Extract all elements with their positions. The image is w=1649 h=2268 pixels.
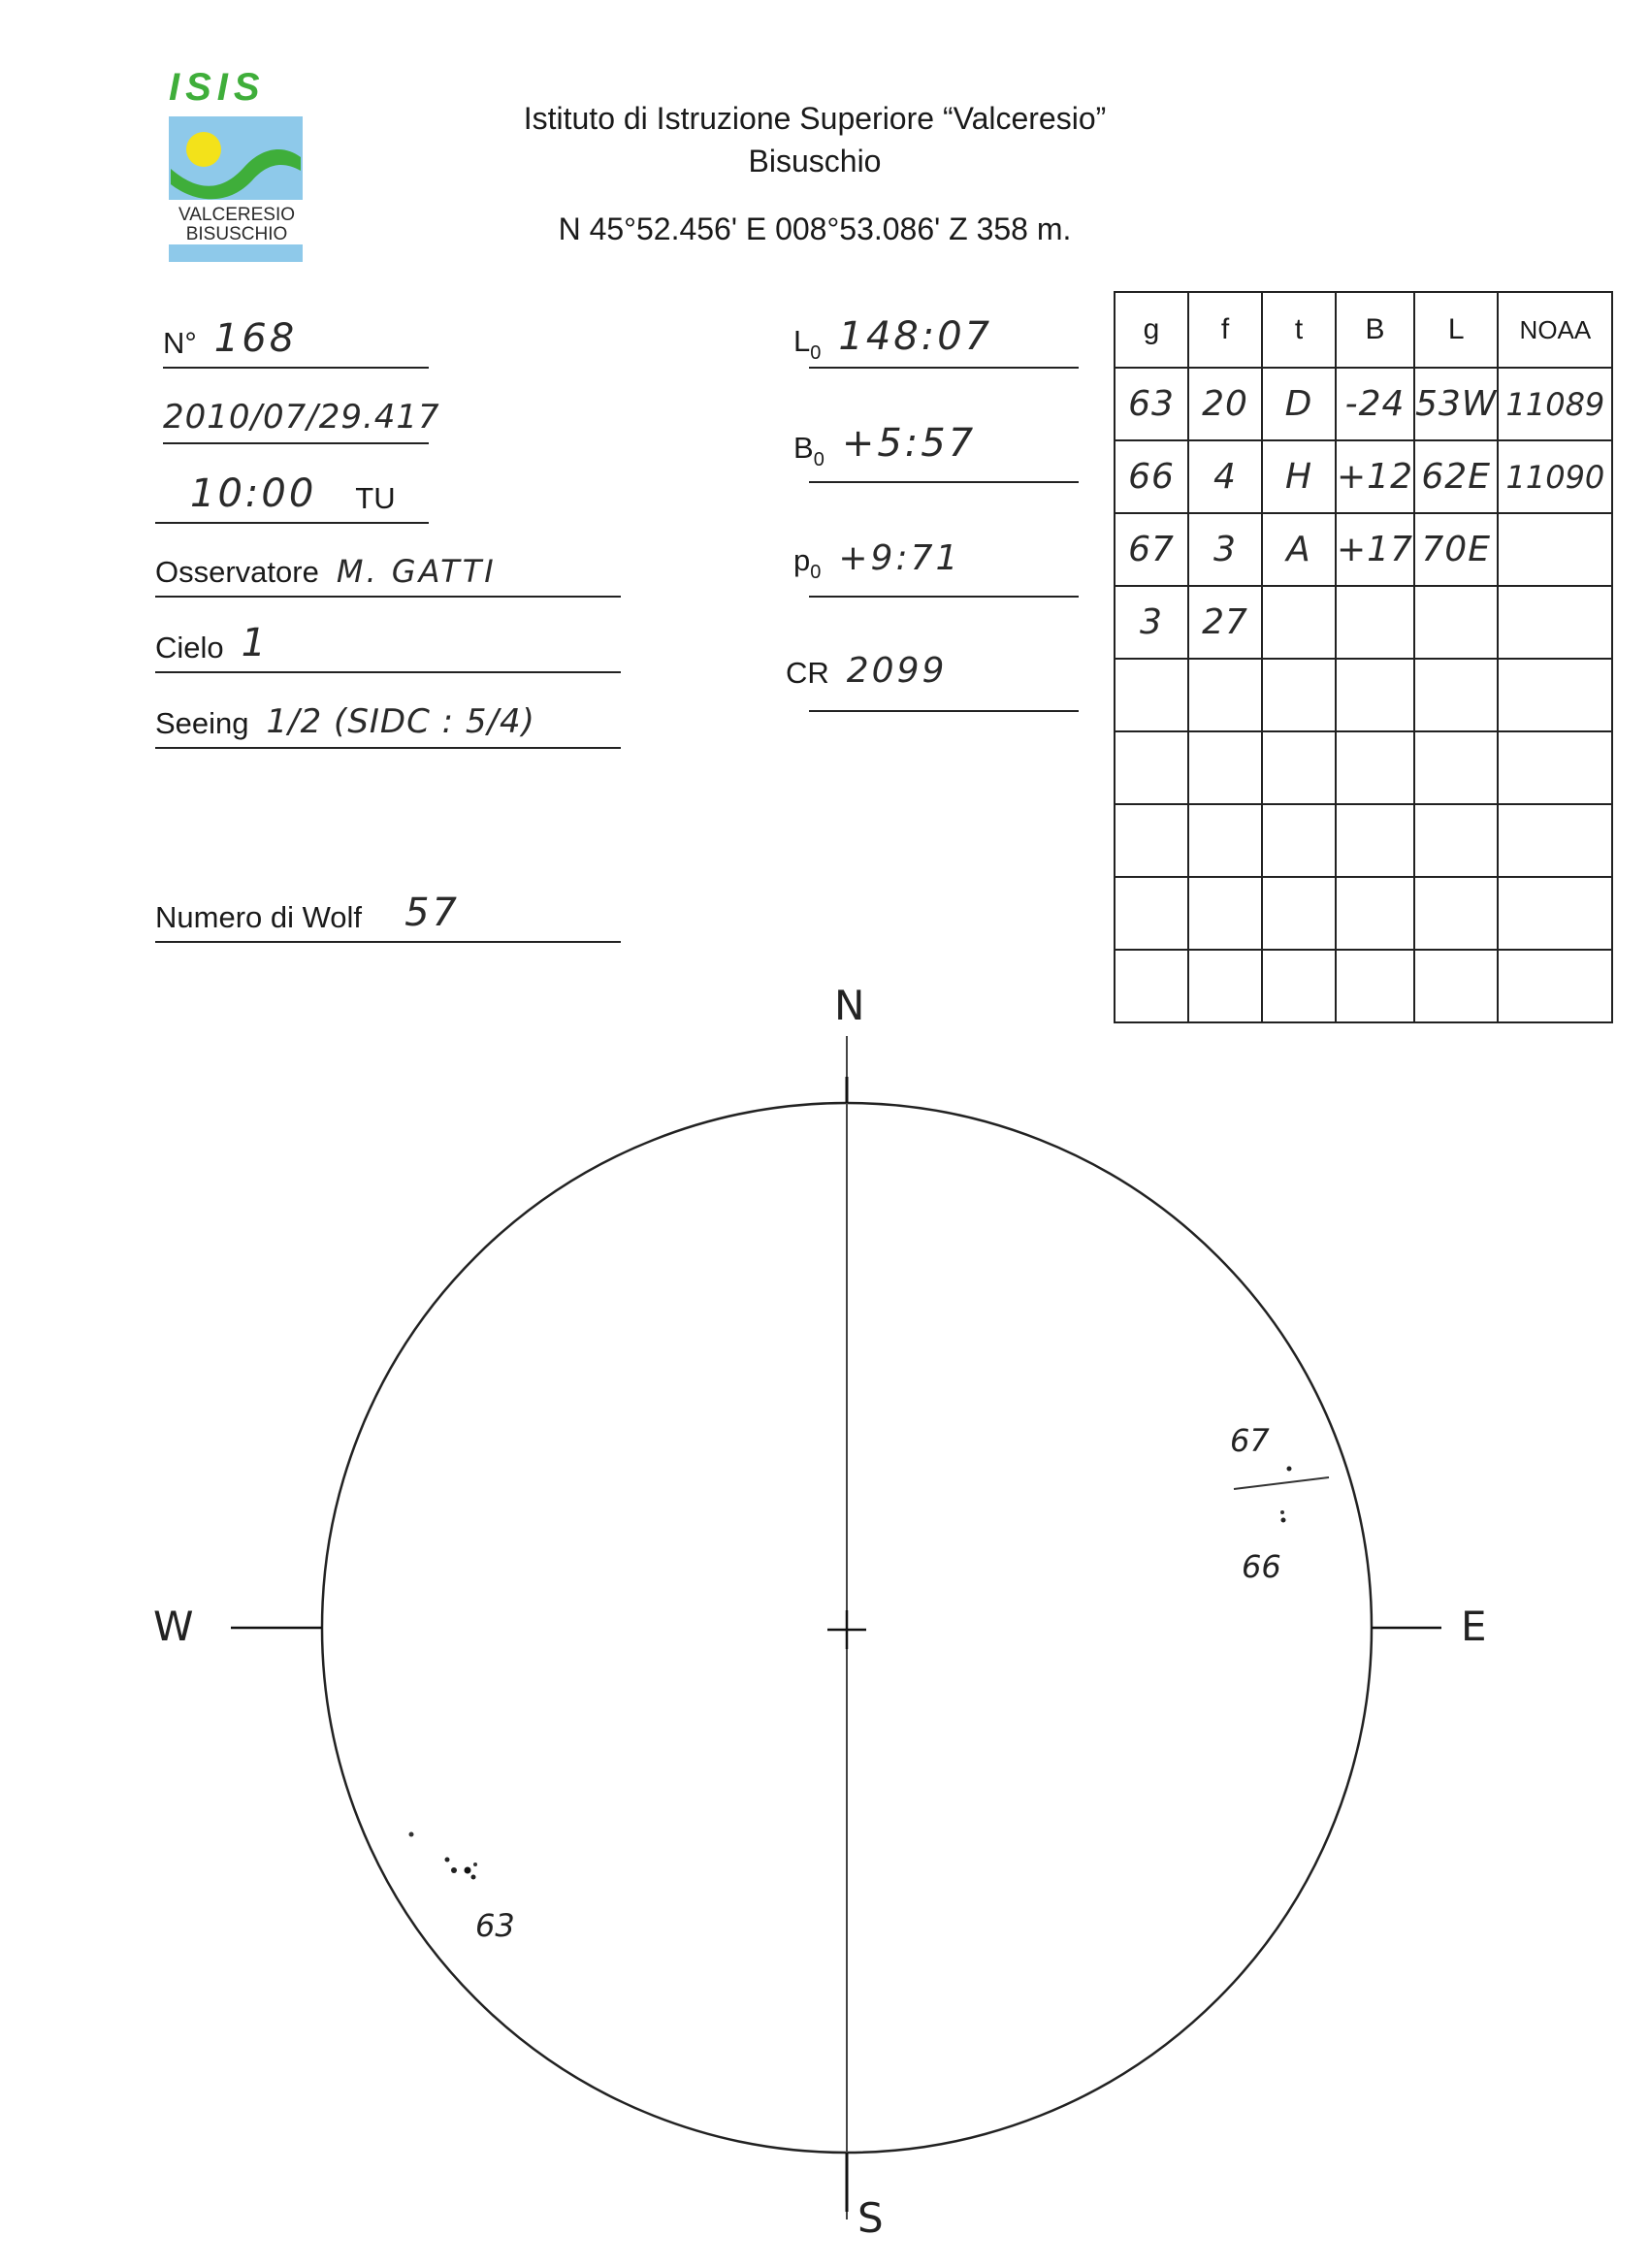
seeing-field [155, 700, 621, 749]
group-label-66: 66 [1242, 1548, 1281, 1585]
l0-value: 148:07 [838, 314, 993, 359]
cell-noaa [1498, 513, 1612, 586]
cell-t [1262, 804, 1336, 877]
cell-l: 70E [1414, 513, 1498, 586]
cell-g: 3 [1115, 586, 1188, 659]
sunspot-group-table [1114, 291, 1613, 1023]
sky-label: Cielo [155, 631, 224, 664]
cell-f [1188, 659, 1262, 731]
cell-l [1414, 731, 1498, 804]
sunspot [1287, 1467, 1292, 1472]
north-label: N [834, 982, 865, 1029]
table-header-row [1115, 292, 1612, 368]
p0-value: +9:71 [838, 538, 961, 578]
cell-l [1414, 877, 1498, 950]
cell-noaa [1498, 804, 1612, 877]
cell-g [1115, 731, 1188, 804]
cell-g [1115, 804, 1188, 877]
time-unit: TU [355, 481, 396, 515]
table-row [1115, 877, 1612, 950]
l0-underline [809, 367, 1079, 369]
sunspot [473, 1863, 477, 1866]
cell-t: D [1262, 368, 1336, 440]
col-header-g: g [1115, 292, 1188, 368]
school-logo [165, 66, 310, 250]
cell-f [1188, 731, 1262, 804]
cell-g: 67 [1115, 513, 1188, 586]
cell-b: +17 [1336, 513, 1414, 586]
cell-t [1262, 731, 1336, 804]
group-label-67: 67 [1230, 1422, 1270, 1459]
seeing-value: 1/2 (SIDC : 5/4) [266, 702, 535, 741]
cell-f: 4 [1188, 440, 1262, 513]
sunspot [471, 1875, 476, 1880]
l0-label: $L_0$ [793, 324, 822, 364]
col-header-f: f [1188, 292, 1262, 368]
l0-label-field [793, 314, 1079, 369]
cell-noaa [1498, 877, 1612, 950]
cell-noaa [1498, 659, 1612, 731]
time-field [155, 471, 429, 524]
col-header-l: L [1414, 292, 1498, 368]
sunspot [451, 1867, 457, 1873]
cell-b [1336, 586, 1414, 659]
logo-brand: ISIS [169, 66, 266, 109]
table-row [1115, 950, 1612, 1022]
number-field [163, 316, 429, 369]
cr-field [786, 650, 1079, 698]
date-value: 2010/07/29.417 [163, 398, 440, 437]
observer-label: Osservatore [155, 555, 319, 589]
cell-b [1336, 731, 1414, 804]
observer-value: M. GATTI [336, 553, 497, 590]
cell-noaa: 11090 [1498, 440, 1612, 513]
cell-g: 63 [1115, 368, 1188, 440]
sunspot [1280, 1510, 1284, 1514]
cell-b [1336, 804, 1414, 877]
sky-field [155, 621, 621, 673]
observer-field [155, 549, 621, 598]
sunspot [465, 1867, 471, 1874]
cell-t [1262, 877, 1336, 950]
cell-t [1262, 659, 1336, 731]
east-label: E [1461, 1603, 1487, 1650]
cell-t: A [1262, 513, 1336, 586]
table-row [1115, 513, 1612, 586]
wolf-label: Numero di Wolf [155, 900, 363, 934]
sky-value: 1 [241, 621, 270, 665]
cell-f [1188, 877, 1262, 950]
sun-wave-icon [169, 116, 303, 213]
cell-l [1414, 586, 1498, 659]
p0-label-field [793, 539, 1079, 588]
col-header-b: B [1336, 292, 1414, 368]
cell-l: 62E [1414, 440, 1498, 513]
cell-g: 66 [1115, 440, 1188, 513]
cell-l [1414, 804, 1498, 877]
b0-label-field [793, 421, 1079, 475]
solar-limb [322, 1103, 1372, 2153]
cell-b [1336, 659, 1414, 731]
cell-f [1188, 804, 1262, 877]
table-row [1115, 731, 1612, 804]
institute-name: Istituto di Istruzione Superiore “Valceresio” [523, 101, 1107, 136]
cell-l [1414, 659, 1498, 731]
cell-f: 27 [1188, 586, 1262, 659]
number-label: N° [163, 326, 197, 360]
time-value: 10:00 [190, 471, 317, 516]
b0-underline [809, 481, 1079, 483]
b0-value: +5:57 [841, 421, 977, 466]
cell-l [1414, 950, 1498, 1022]
p0-underline [809, 596, 1079, 598]
institute-heading [504, 97, 1125, 182]
south-label: S [857, 2194, 884, 2242]
wolf-field [155, 892, 621, 943]
cell-l: 53W [1414, 368, 1498, 440]
cell-noaa: 11089 [1498, 368, 1612, 440]
cell-g [1115, 950, 1188, 1022]
table-row [1115, 804, 1612, 877]
b0-label: $B_0$ [793, 431, 824, 470]
cell-b [1336, 877, 1414, 950]
cell-g [1115, 659, 1188, 731]
sunspot [445, 1858, 450, 1863]
logo-caption [165, 200, 308, 244]
seeing-label: Seeing [155, 706, 249, 740]
cr-value: 2099 [846, 651, 948, 691]
site-coordinates: N 45°52.456' E 008°53.086' Z 358 m. [558, 211, 1072, 246]
cell-noaa [1498, 731, 1612, 804]
table-row [1115, 586, 1612, 659]
cell-f [1188, 950, 1262, 1022]
sunspot [1281, 1518, 1286, 1523]
table-row [1115, 368, 1612, 440]
col-header-noaa: NOAA [1498, 292, 1612, 368]
table-row [1115, 440, 1612, 513]
cr-label: CR [786, 656, 829, 690]
cell-b: +12 [1336, 440, 1414, 513]
p0-label: $p_0$ [793, 543, 822, 583]
cell-b [1336, 950, 1414, 1022]
logo-line2: BISUSCHIO [185, 224, 288, 244]
number-value: 168 [213, 316, 298, 361]
group-separator [1234, 1477, 1329, 1489]
date-field [163, 396, 440, 444]
institute-town: Bisuschio [748, 144, 882, 178]
wolf-value: 57 [404, 891, 460, 935]
cell-t: H [1262, 440, 1336, 513]
logo-line1: VALCERESIO [178, 205, 296, 225]
cell-g [1115, 877, 1188, 950]
cell-f: 20 [1188, 368, 1262, 440]
cell-noaa [1498, 586, 1612, 659]
sunspot [409, 1832, 414, 1837]
cell-f: 3 [1188, 513, 1262, 586]
cell-t [1262, 586, 1336, 659]
table-row [1115, 659, 1612, 731]
cell-noaa [1498, 950, 1612, 1022]
cell-b: -24 [1336, 368, 1414, 440]
west-label: W [153, 1603, 194, 1650]
group-label-63: 63 [475, 1907, 515, 1944]
cell-t [1262, 950, 1336, 1022]
cr-underline [809, 710, 1079, 712]
col-header-t: t [1262, 292, 1336, 368]
